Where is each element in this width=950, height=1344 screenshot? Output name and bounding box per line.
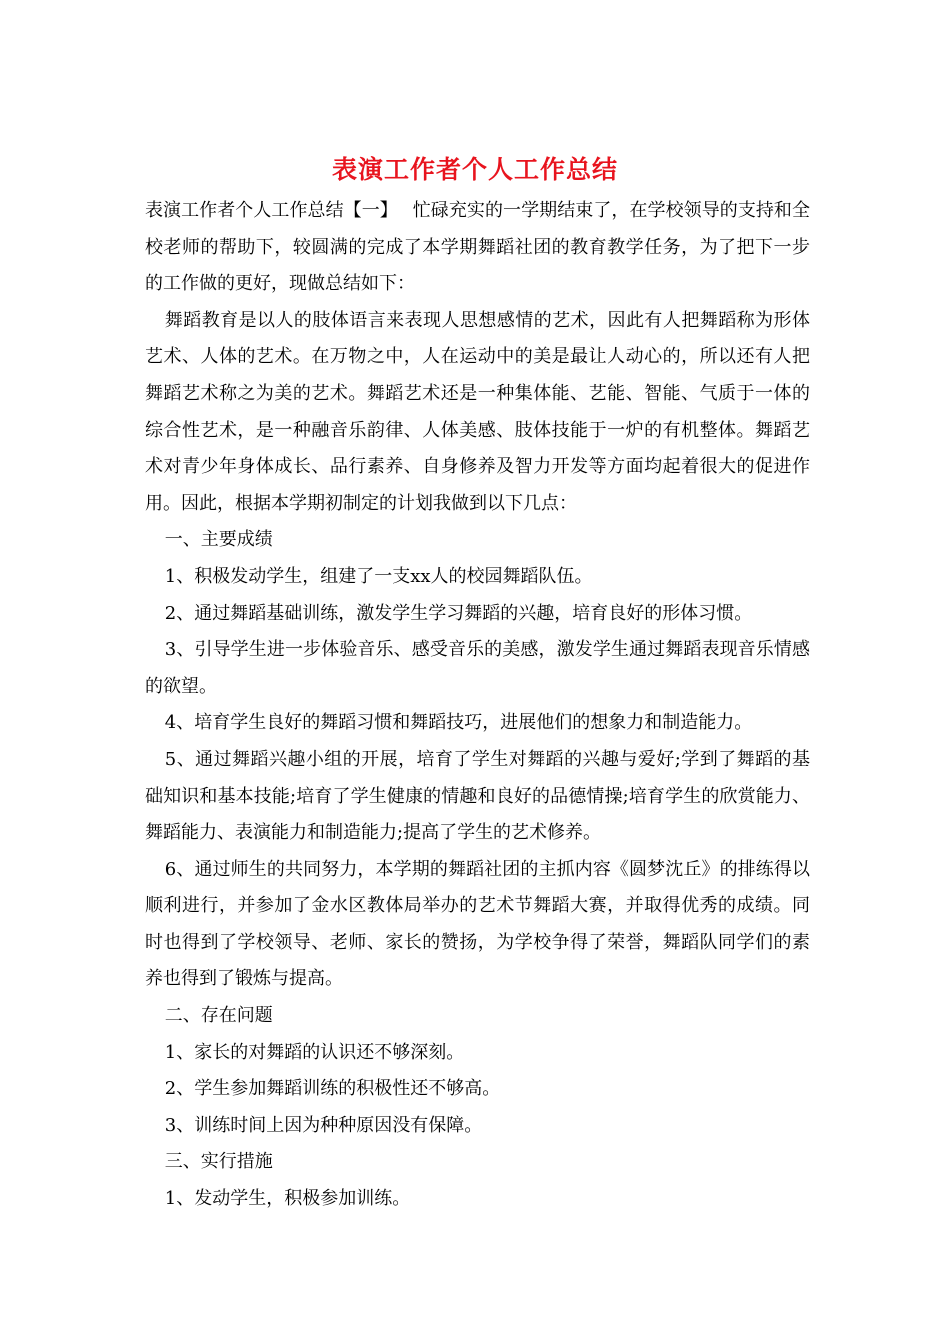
problem-item-3: 3、训练时间上因为种种原因没有保障。 (164, 1114, 483, 1136)
measure-item-1: 1、发动学生，积极参加训练。 (164, 1188, 411, 1210)
achievement-item-3: 3、引导学生进一步体验音乐、感受音乐的美感，激发学生通过舞蹈表现音乐情感的欲望。 (145, 639, 810, 697)
section-heading-achievements: 一、主要成绩 (164, 529, 273, 551)
intro-paragraph: 表演工作者个人工作总结【一】 忙碌充实的一学期结束了，在学校领导的支持和全校老师的帮助下，较圆满的完成了本学期舞蹈社团的教育教学任务，为了把下一步的工作做的更好，现做总结如下： (145, 200, 810, 295)
section-heading-problems: 二、存在问题 (164, 1005, 273, 1027)
problem-item-2: 2、学生参加舞蹈训练的积极性还不够高。 (164, 1078, 501, 1100)
section-heading-measures: 三、实行措施 (164, 1151, 273, 1173)
problem-item-1: 1、家长的对舞蹈的认识还不够深刻。 (164, 1041, 465, 1063)
document-title: 表演工作者个人工作总结 (331, 155, 618, 184)
achievement-item-4: 4、培育学生良好的舞蹈习惯和舞蹈技巧，进展他们的想象力和制造能力。 (164, 712, 753, 734)
achievement-item-1: 1、积极发动学生，组建了一支xx人的校园舞蹈队伍。 (164, 565, 593, 587)
dance-education-paragraph: 舞蹈教育是以人的肢体语言来表现人思想感情的艺术，因此有人把舞蹈称为形体艺术、人体的艺术。在万物之中，人在运动中的美是最让人动心的，所以还有人把舞蹈艺术称之为美的艺术。舞蹈艺术还是一种集体能、艺能、智能、气质于一体的综合性艺术，是一种融音乐韵律、人体美感、肢体技能于一炉的有机整体。舞蹈艺术对青少年身体成长、品行素养、自身修养及智力开发等方面均起着很大的促进作用。因此，根据本学期初制定的计划我做到以下几点： (145, 309, 810, 514)
achievement-item-6: 6、通过师生的共同努力，本学期的舞蹈社团的主抓内容《圆梦沈丘》的排练得以顺利进行，并参加了金水区教体局举办的艺术节舞蹈大赛，并取得优秀的成绩。同时也得到了学校领导、老师、家长的赞扬，为学校争得了荣誉，舞蹈队同学们的素养也得到了锻炼与提高。 (145, 858, 810, 990)
achievement-item-2: 2、通过舞蹈基础训练，激发学生学习舞蹈的兴趣，培育良好的形体习惯。 (164, 602, 753, 624)
achievement-item-5: 5、通过舞蹈兴趣小组的开展，培育了学生对舞蹈的兴趣与爱好;学到了舞蹈的基础知识和基本技能;培育了学生健康的情趣和良好的品德情操;培育学生的欣赏能力、舞蹈能力、表演能力和制造能力;提高了学生的艺术修养。 (145, 748, 810, 844)
document-body (145, 193, 810, 1218)
